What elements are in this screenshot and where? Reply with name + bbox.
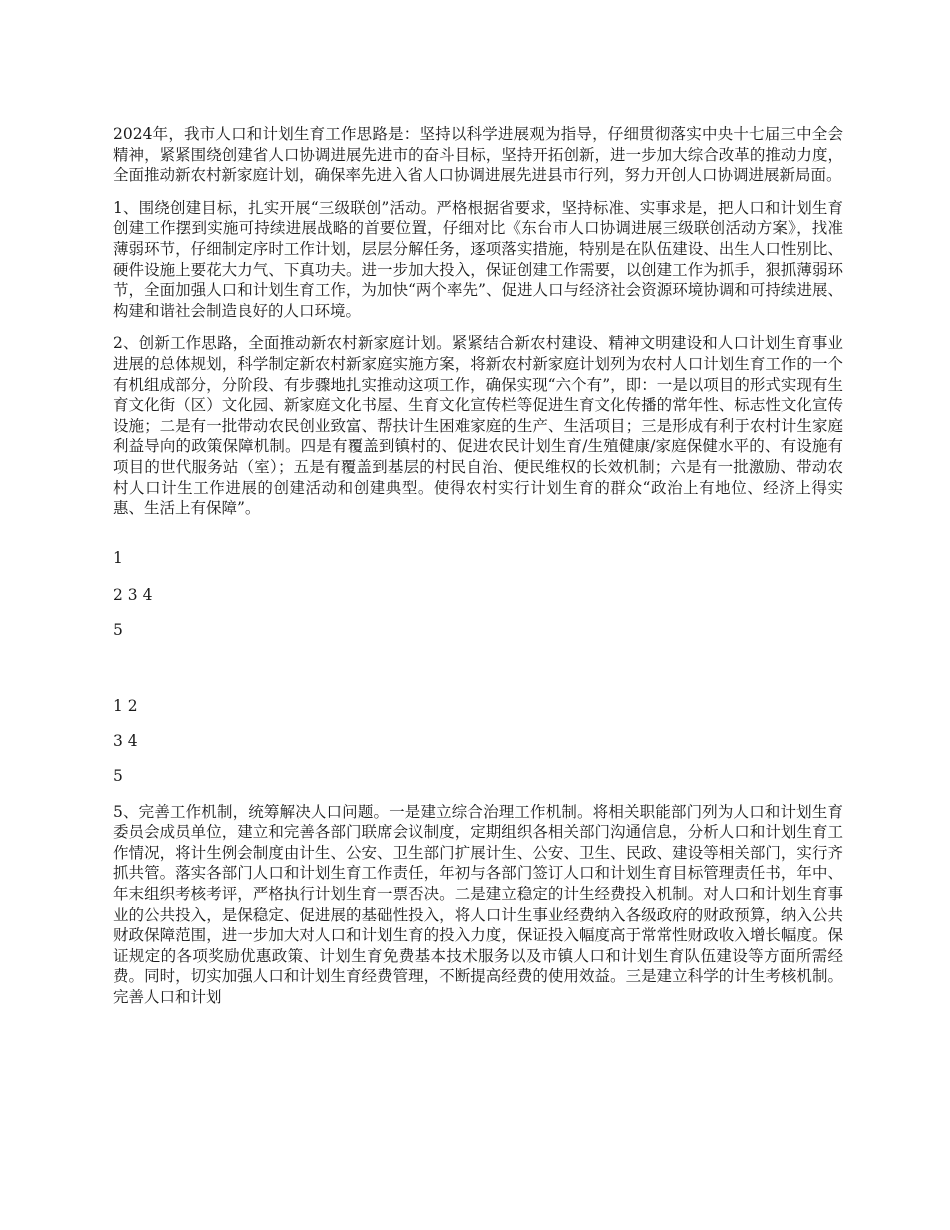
- paragraph-item-5: 5、完善工作机制，统筹解决人口问题。一是建立综合治理工作机制。将相关职能部门列为人口和计划生育委员会成员单位，建立和完善各部门联席会议制度，定期组织各相关部门沟通信息，分析人口和计划生育工作情况，将计生例会制度由计生、公安、卫生部门扩展计生、公安、卫生、民政、建设等相关部门，实行齐抓共管。落实各部门人口和计划生育工作责任，年初与各部门签订人口和计划生育目标管理责任书，年中、年末组织考核考评，严格执行计划生育一票否决。二是建立稳定的计生经费投入机制。对人口和计划生育事业的公共投入，是保稳定、促进展的基础性投入，将人口计生事业经费纳入各级政府的财政预算，纳入公共财政保障范围，进一步加大对人口和计划生育的投入力度，保证投入幅度高于常常性财政收入增长幅度。保证规定的各项奖励优惠政策、计划生育免费基本技术服务以及市镇人口和计划生育队伍建设等方面所需经费。同时，切实加强人口和计划生育经费管理，不断提高经费的使用效益。三是建立科学的计生考核机制。完善人口和计划: [113, 802, 843, 1007]
- page-number-line: 1: [113, 548, 123, 567]
- document-body: [113, 124, 843, 1032]
- page-number-line: 3 4: [113, 731, 138, 750]
- page-number-line: 5: [113, 620, 123, 639]
- page-number-line: 2 3 4: [113, 585, 153, 604]
- paragraph-item-1: 1、围绕创建目标，扎实开展“三级联创”活动。严格根据省要求，坚持标准、实事求是，把人口和计划生育创建工作摆到实施可持续进展战略的首要位置，仔细对比《东台市人口协调进展三级联创活动方案》，找准薄弱环节，仔细制定序时工作计划，层层分解任务，逐项落实措施，特别是在队伍建设、出生人口性别比、硬件设施上要花大力气、下真功夫。进一步加大投入，保证创建工作需要，以创建工作为抓手，狠抓薄弱环节，全面加强人口和计划生育工作，为加快“两个率先”、促进人口与经济社会资源环境协调和可持续进展、构建和谐社会制造良好的人口环境。: [113, 198, 843, 320]
- paragraph-item-2: 2、创新工作思路，全面推动新农村新家庭计划。紧紧结合新农村建设、精神文明建设和人口计划生育事业进展的总体规划，科学制定新农村新家庭实施方案，将新农村新家庭计划列为农村人口计划生育工作的一个有机组成部分，分阶段、有步骤地扎实推动这项工作，确保实现“六个有”，即：一是以项目的形式实现有生育文化街（区）文化园、新家庭文化书屋、生育文化宣传栏等促进生育文化传播的常年性、标志性文化宣传设施；二是有一批带动农民创业致富、帮扶计生困难家庭的生产、生活项目；三是形成有利于农村计生家庭利益导向的政策保障机制。四是有覆盖到镇村的、促进农民计划生育/生殖健康/家庭保健水平的、有设施有项目的世代服务站（室）；五是有覆盖到基层的村民自治、便民维权的长效机制；六是有一批激励、带动农村人口计生工作进展的创建活动和创建典型。使得农村实行计划生育的群众“政治上有地位、经济上得实惠、生活上有保障”。: [113, 334, 843, 518]
- page-number-line: 1 2: [113, 696, 138, 715]
- page-number-line: 5: [113, 766, 123, 785]
- paragraph-intro: 2024年，我市人口和计划生育工作思路是：坚持以科学进展观为指导，仔细贯彻落实中央十七届三中全会精神，紧紧围绕创建省人口协调进展先进市的奋斗目标，坚持开拓创新，进一步加大综合改革的推动力度，全面推动新农村新家庭计划，确保率先进入省人口协调进展先进县市行列，努力开创人口协调进展新局面。: [113, 125, 843, 185]
